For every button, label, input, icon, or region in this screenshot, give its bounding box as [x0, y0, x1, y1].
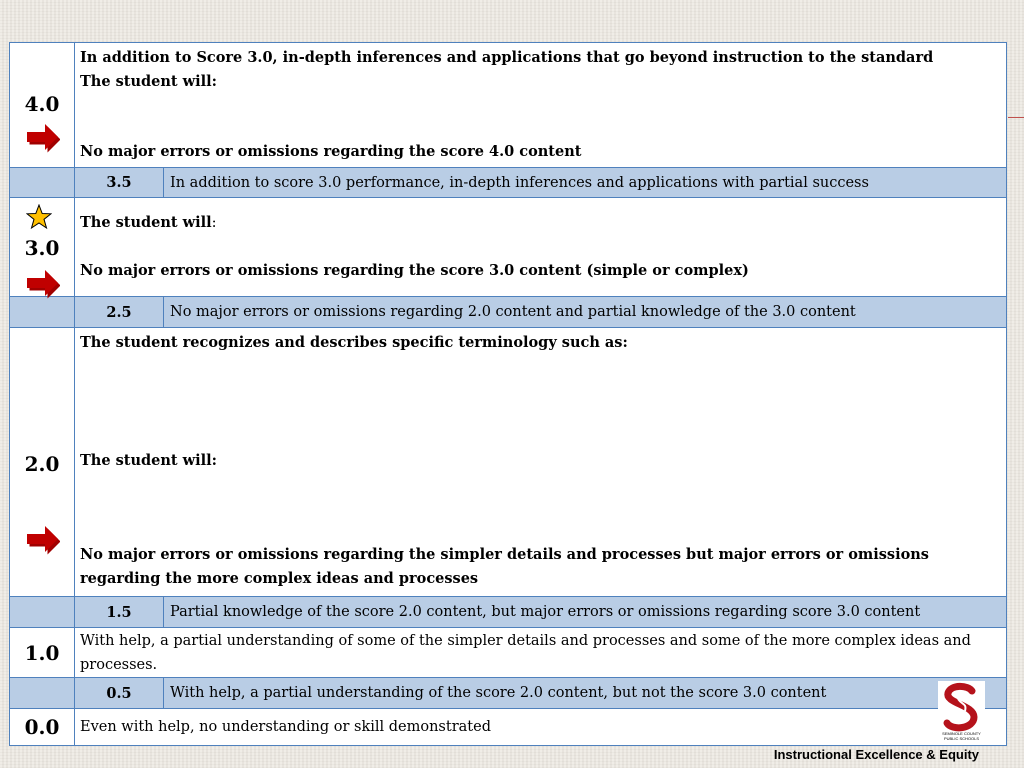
score-cell-1-0 — [10, 628, 75, 678]
footer-text: Instructional Excellence & Equity — [773, 747, 979, 762]
score-1-5-description: Partial knowledge of the score 2.0 content, but major errors or omissions regarding score 3.0 content — [164, 597, 1007, 628]
district-logo — [938, 681, 985, 743]
score-3-0-line1 — [80, 211, 1000, 235]
score-2-0: 2.0 — [24, 452, 60, 476]
score-cell-3-0 — [10, 198, 75, 297]
score-3-0-line1-bold: The student will — [80, 214, 212, 231]
score-1-5: 1.5 — [75, 597, 164, 628]
right-arrow-icon — [26, 268, 60, 300]
score-3-0-line2: No major errors or omissions regarding the score 3.0 content (simple or complex) — [80, 262, 749, 279]
score-4-0-line1: In addition to Score 3.0, in-depth inferences and applications that go beyond instruction to the standard — [80, 49, 934, 66]
row-score-3-0 — [10, 198, 1007, 297]
score-3-5: 3.5 — [75, 168, 164, 198]
score-3-0: 3.0 — [24, 236, 60, 260]
score-4-0: 4.0 — [24, 92, 60, 116]
score-2-0-line1: The student recognizes and describes specific terminology such as: — [80, 334, 628, 351]
row-score-2-5 — [10, 297, 1007, 328]
row-score-0-5 — [10, 678, 1007, 709]
score-2-0-line3: No major errors or omissions regarding the simpler details and processes but major errors or omissions regarding the more complex ideas and processes — [80, 546, 929, 587]
score-2-0-description — [75, 328, 1007, 597]
score-2-5-description: No major errors or omissions regarding 2.0 content and partial knowledge of the 3.0 content — [164, 297, 1007, 328]
score-cell-4-0 — [10, 43, 75, 168]
right-arrow-icon — [26, 524, 60, 556]
score-4-0-description — [75, 43, 1007, 168]
logo-text-line1: SEMINOLE COUNTY — [942, 731, 981, 736]
row-score-3-5 — [10, 168, 1007, 198]
score-0-5-description: With help, a partial understanding of the score 2.0 content, but not the score 3.0 content — [164, 678, 1007, 709]
row-score-2-0 — [10, 328, 1007, 597]
row-score-4-0 — [10, 43, 1007, 168]
score-2-5: 2.5 — [75, 297, 164, 328]
score-4-0-line3: No major errors or omissions regarding the score 4.0 content — [80, 143, 582, 160]
score-0-0: 0.0 — [24, 715, 60, 739]
star-icon — [26, 204, 52, 230]
row-score-1-5 — [10, 597, 1007, 628]
score-3-0-line1-colon: : — [211, 215, 217, 231]
score-cell-0-0 — [10, 709, 75, 746]
proficiency-scale-table — [9, 42, 1007, 746]
row-score-1-0 — [10, 628, 1007, 678]
logo-text-line2: PUBLIC SCHOOLS — [943, 736, 980, 741]
row-score-0-0 — [10, 709, 1007, 746]
score-2-0-line2: The student will: — [80, 452, 218, 469]
score-1-0-description: With help, a partial understanding of some of the simpler details and processes and some of the more complex ideas and processes. — [75, 628, 1007, 678]
score-0-0-description: Even with help, no understanding or skill demonstrated — [75, 709, 1007, 746]
score-1-0: 1.0 — [24, 640, 60, 665]
score-0-5: 0.5 — [75, 678, 164, 709]
score-cell-2-0 — [10, 328, 75, 597]
decorative-line — [1008, 117, 1024, 118]
right-arrow-icon — [26, 122, 60, 154]
score-4-0-line2: The student will: — [80, 73, 218, 90]
score-3-5-description: In addition to score 3.0 performance, in-depth inferences and applications with partial success — [164, 168, 1007, 198]
score-3-0-description — [75, 198, 1007, 297]
